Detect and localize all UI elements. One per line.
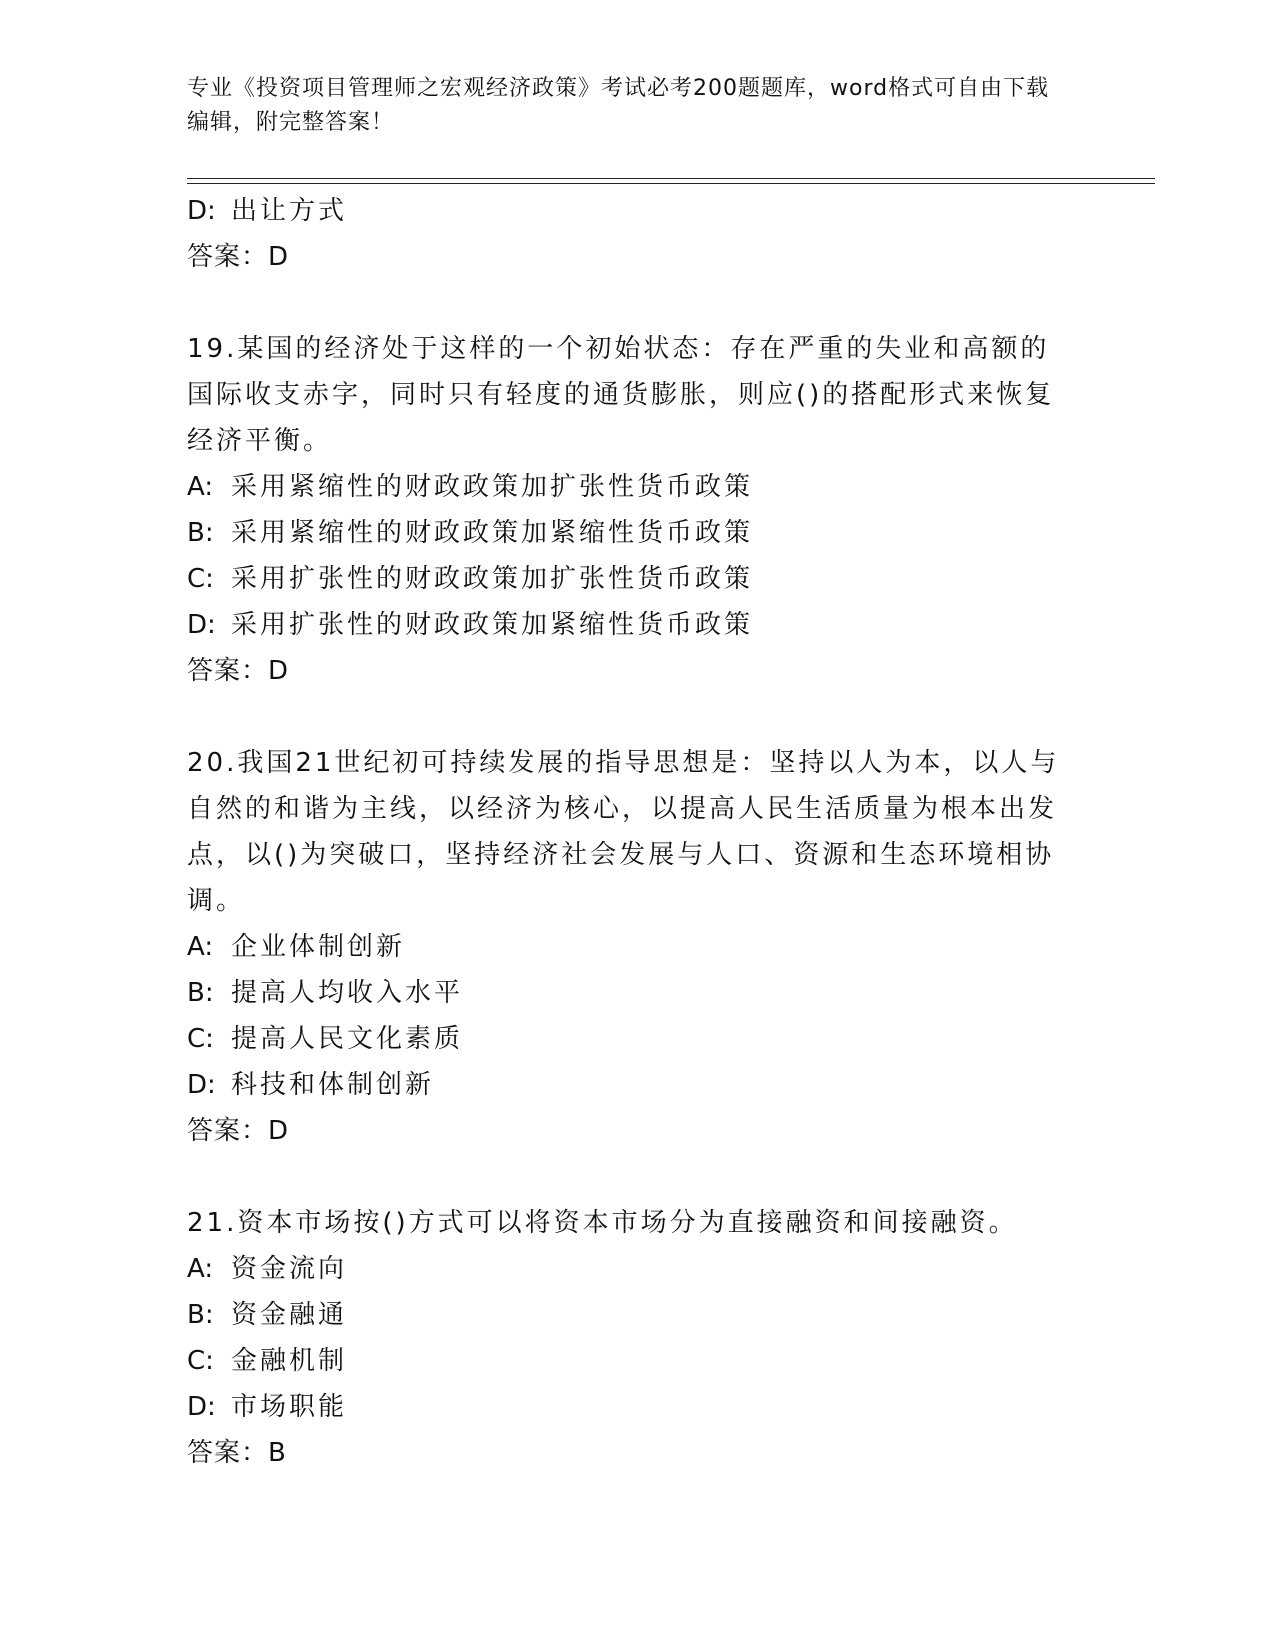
question-19-text: 19.某国的经济处于这样的一个初始状态：存在严重的失业和高额的国际收支赤字，同时只有轻度的通货膨胀，则应()的搭配形式来恢复经济平衡。 [187, 334, 1055, 456]
option-label: D: [187, 1392, 216, 1422]
option-label: D: [187, 196, 216, 226]
question-20-option-b [187, 970, 1077, 1016]
prev-option-d [187, 188, 1077, 234]
question-20-option-a [187, 924, 1077, 970]
option-label: B: [187, 518, 214, 548]
question-21-option-b [187, 1292, 1077, 1338]
question-20-option-d [187, 1062, 1077, 1108]
question-21-answer: 答案：B [187, 1438, 287, 1468]
option-text: 资金融通 [231, 1300, 348, 1330]
option-label: D: [187, 610, 216, 640]
question-20-answer: 答案：D [187, 1116, 290, 1146]
option-text: 采用扩张性的财政政策加紧缩性货币政策 [231, 610, 754, 640]
option-label: B: [187, 978, 214, 1008]
option-text: 出让方式 [231, 196, 348, 226]
option-text: 提高人均收入水平 [231, 978, 464, 1008]
document-header: 专业《投资项目管理师之宏观经济政策》考试必考200题题库，word格式可自由下载编辑，附完整答案！ [187, 76, 1050, 135]
prev-answer: 答案：D [187, 242, 290, 272]
option-label: D: [187, 1070, 216, 1100]
question-20-option-c [187, 1016, 1077, 1062]
option-label: A: [187, 1254, 214, 1284]
option-text: 采用紧缩性的财政政策加紧缩性货币政策 [231, 518, 754, 548]
option-text: 资金流向 [231, 1254, 348, 1284]
question-19-option-c [187, 556, 1077, 602]
option-text: 企业体制创新 [231, 932, 406, 962]
question-list [187, 188, 1077, 1476]
question-20-text: 20.我国21世纪初可持续发展的指导思想是：坚持以人为本，以人与自然的和谐为主线，以经济为核心，以提高人民生活质量为根本出发点，以()为突破口，坚持经济社会发展与人口、资源和生态环境相协调。 [187, 748, 1060, 916]
question-19-option-b [187, 510, 1077, 556]
option-label: C: [187, 1024, 214, 1054]
option-text: 提高人民文化素质 [231, 1024, 464, 1054]
question-21-text: 21.资本市场按()方式可以将资本市场分为直接融资和间接融资。 [187, 1208, 1018, 1238]
header-rule-top [187, 178, 1155, 179]
option-text: 采用紧缩性的财政政策加扩张性货币政策 [231, 472, 754, 502]
option-label: A: [187, 932, 214, 962]
option-label: A: [187, 472, 214, 502]
option-text: 市场职能 [231, 1392, 348, 1422]
option-text: 采用扩张性的财政政策加扩张性货币政策 [231, 564, 754, 594]
header-rule-bottom [187, 183, 1155, 184]
question-21-option-d [187, 1384, 1077, 1430]
option-label: C: [187, 564, 214, 594]
option-label: C: [187, 1346, 214, 1376]
question-21-option-c [187, 1338, 1077, 1384]
option-text: 科技和体制创新 [231, 1070, 435, 1100]
option-text: 金融机制 [231, 1346, 348, 1376]
question-19-option-d [187, 602, 1077, 648]
question-21-option-a [187, 1246, 1077, 1292]
question-19-answer: 答案：D [187, 656, 290, 686]
question-19-option-a [187, 464, 1077, 510]
option-label: B: [187, 1300, 214, 1330]
